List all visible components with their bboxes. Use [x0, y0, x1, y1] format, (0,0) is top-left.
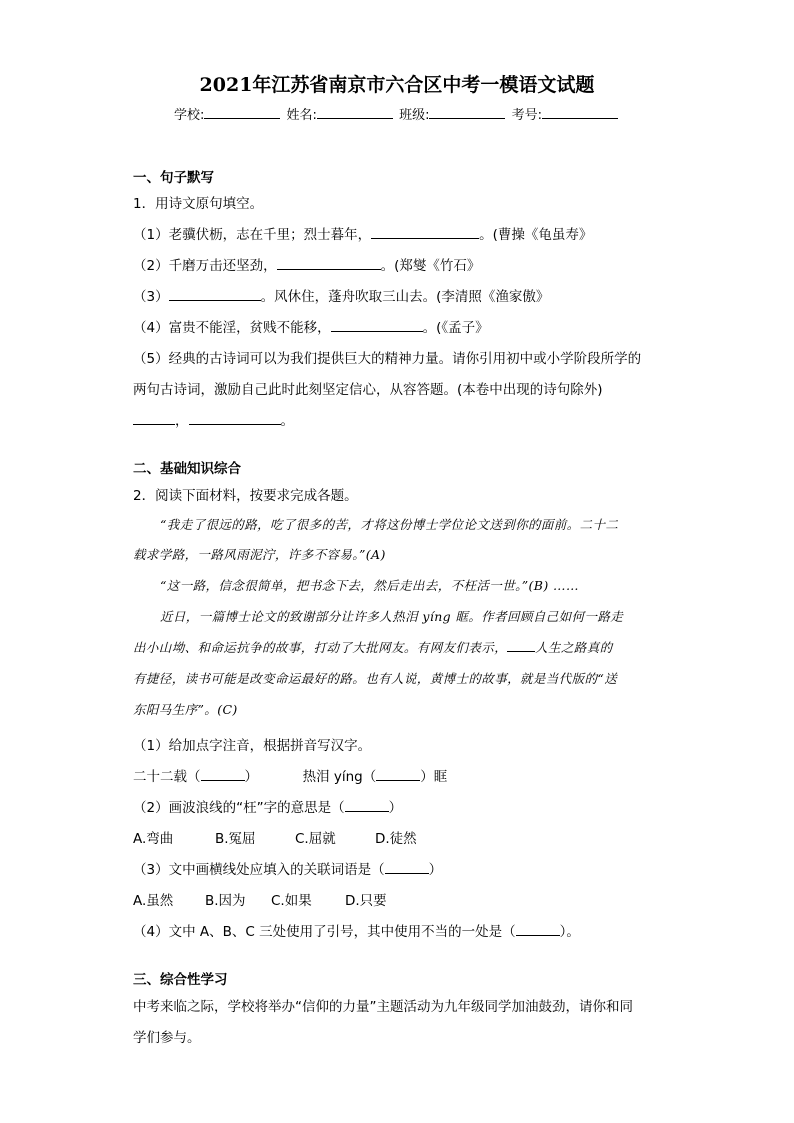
passage-p1-line-2: 载求学路，一路风雨泥泞，许多不容易。”(A) [133, 547, 386, 562]
name-blank[interactable] [317, 106, 393, 119]
sq2-option-a[interactable]: A.弯曲 [133, 831, 174, 847]
q1-item-5-line-2: 两句古诗词，激励自己此时此刻坚定信心，从容答题。(本卷中出现的诗句除外) [133, 382, 603, 398]
q1-item-2: （2）千磨万击还坚劲， 。(郑燮《竹石》 [133, 258, 481, 274]
subquestion-3-options [133, 889, 387, 909]
subquestion-2-options [133, 827, 417, 847]
exam-number-label: 考号: [511, 108, 542, 123]
question-2: 2．阅读下面材料，按要求完成各题。 [133, 488, 358, 504]
sq3-option-c[interactable]: C.如果 [271, 893, 312, 909]
sq2-option-d[interactable]: D.徒然 [375, 831, 417, 847]
subquestion-3: （3）文中画横线处应填入的关联词语是（ ） [133, 862, 443, 878]
q1-item-4-blank[interactable] [331, 319, 423, 332]
school-blank[interactable] [204, 106, 280, 119]
q1-item-5-blank-2[interactable] [189, 412, 281, 425]
q1-item-3-blank[interactable] [169, 288, 261, 301]
exam-title: 2021年江苏省南京市六合区中考一模语文试题 [199, 74, 595, 96]
section-1-heading: 一、句子默写 [133, 170, 214, 186]
sq2-blank[interactable] [345, 799, 389, 812]
section-3-line-1: 中考来临之际，学校将举办“信仰的力量”主题活动为九年级同学加油鼓劲，请你和同 [133, 999, 633, 1015]
class-blank[interactable] [429, 106, 505, 119]
q1-item-1-blank[interactable] [371, 226, 479, 239]
q1-item-5-blank-1[interactable] [133, 412, 175, 425]
q1-item-1: （1）老骥伏枥，志在千里；烈士暮年， 。(曹操《龟虽寿》 [133, 227, 593, 243]
sq3-option-a[interactable]: A.虽然 [133, 893, 174, 909]
subquestion-1: （1）给加点字注音，根据拼音写汉字。 [133, 738, 372, 754]
sq3-blank[interactable] [385, 861, 429, 874]
question-1: 1．用诗文原句填空。 [133, 196, 264, 212]
sq2-option-b[interactable]: B.冤屈 [215, 831, 256, 847]
section-2-heading: 二、基础知识综合 [133, 461, 241, 477]
passage-p3-line-4: 东阳马生序”。(C) [133, 702, 238, 717]
sq3-option-d[interactable]: D.只要 [345, 893, 387, 909]
q1-item-2-blank[interactable] [277, 257, 381, 270]
class-label: 班级: [399, 108, 430, 123]
q1-item-4: （4）富贵不能淫，贫贱不能移， 。(《孟子》 [133, 320, 489, 336]
passage-p3-line-1: 近日，一篇博士论文的致谢部分让许多人热泪 yíng 眶。作者回顾自己如何一路走 [160, 609, 624, 624]
passage-p1-line-1: “我走了很远的路，吃了很多的苦，才将这份博士学位论文送到你的面前。二十二 [160, 517, 619, 532]
sq1-blank-b[interactable] [376, 768, 420, 781]
q1-item-5-line-1: （5）经典的古诗词可以为我们提供巨大的精神力量。请你引用初中或小学阶段所学的 [133, 351, 642, 367]
exam-number-blank[interactable] [542, 106, 618, 119]
student-info-row [0, 104, 794, 123]
q1-item-5-answer: ， 。 [133, 409, 294, 429]
name-label: 姓名: [286, 108, 317, 123]
passage-connector-blank[interactable] [507, 639, 535, 652]
school-label: 学校: [174, 108, 205, 123]
sq2-option-c[interactable]: C.屈就 [295, 831, 336, 847]
sq1-blank-a[interactable] [201, 768, 245, 781]
subquestion-2: （2）画波浪线的“枉”字的意思是（ ） [133, 800, 403, 816]
sq3-option-b[interactable]: B.因为 [205, 893, 246, 909]
subquestion-4: （4）文中 A、B、C 三处使用了引号，其中使用不当的一处是（ ）。 [133, 924, 580, 940]
sq4-blank[interactable] [516, 923, 560, 936]
section-3-line-2: 学们参与。 [133, 1030, 201, 1046]
q1-item-3: （3） 。风休住，蓬舟吹取三山去。(李清照《渔家傲》 [133, 289, 550, 305]
passage-p3-line-3: 有捷径，读书可能是改变命运最好的路。也有人说，黄博士的故事，就是当代版的“送 [133, 671, 618, 686]
passage-p2: “这一路，信念很简单，把书念下去，然后走出去，不枉活一世。”(B) …… [160, 578, 579, 593]
passage-p3-line-2: 出小山坳、和命运抗争的故事，打动了大批网友。有网友们表示， 人生之路真的 [133, 640, 613, 655]
section-3-heading: 三、综合性学习 [133, 972, 228, 988]
subquestion-1-answers: 二十二载（ ） 热泪 yíng（ ）眶 [133, 769, 448, 785]
